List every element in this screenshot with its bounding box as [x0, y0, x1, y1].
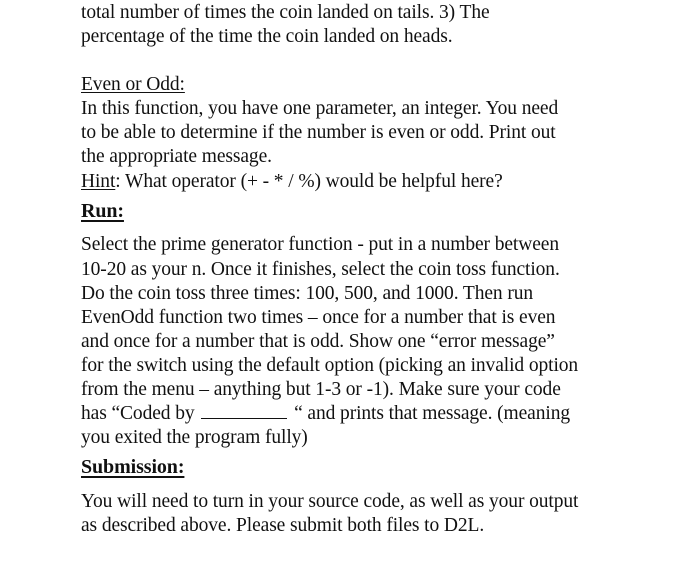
even-odd-title: Even or Odd: — [81, 74, 185, 95]
coded-by-text: has “Coded by — [81, 403, 195, 424]
even-odd-line-1: In this function, you have one parameter, an integer. You need — [81, 98, 559, 119]
run-line-1: Select the prime generator function - put in a number between — [81, 234, 559, 255]
even-odd-line-2: to be able to determine if the number is even or odd. Print out — [81, 122, 556, 143]
submission-heading: Submission: — [81, 456, 185, 478]
run-line-5: and once for a number that is odd. Show one “error message” — [81, 331, 555, 352]
submission-line-2: as described above. Please submit both files to D2L. — [81, 515, 485, 536]
run-line-7: from the menu – anything but 1-3 or -1). Make sure your code — [81, 379, 561, 400]
run-heading: Run: — [81, 200, 124, 222]
run-line-3: Do the coin toss three times: 100, 500, and 1000. Then run — [81, 283, 534, 304]
intro-line-2: percentage of the time the coin landed on heads. — [81, 26, 453, 47]
submission-line-1: You will need to turn in your source code, as well as your output — [81, 491, 579, 512]
run-line-2: 10-20 as your n. Once it finishes, select the coin toss function. — [81, 259, 560, 280]
hint-label: Hint — [81, 171, 116, 192]
hint-text: : What operator (+ - * / %) would be helpful here? — [115, 171, 503, 192]
hint-line — [81, 170, 503, 194]
run-line-8 — [81, 402, 570, 426]
run-line-4: EvenOdd function two times – once for a number that is even — [81, 307, 556, 328]
run-line-9: you exited the program fully) — [81, 427, 308, 448]
name-blank-line — [201, 402, 287, 419]
coded-by-after: “ and prints that message. (meaning — [294, 403, 570, 424]
even-odd-line-3: the appropriate message. — [81, 146, 272, 167]
intro-line-1: total number of times the coin landed on tails. 3) The — [81, 2, 490, 23]
run-line-6: for the switch using the default option (picking an invalid option — [81, 355, 579, 376]
